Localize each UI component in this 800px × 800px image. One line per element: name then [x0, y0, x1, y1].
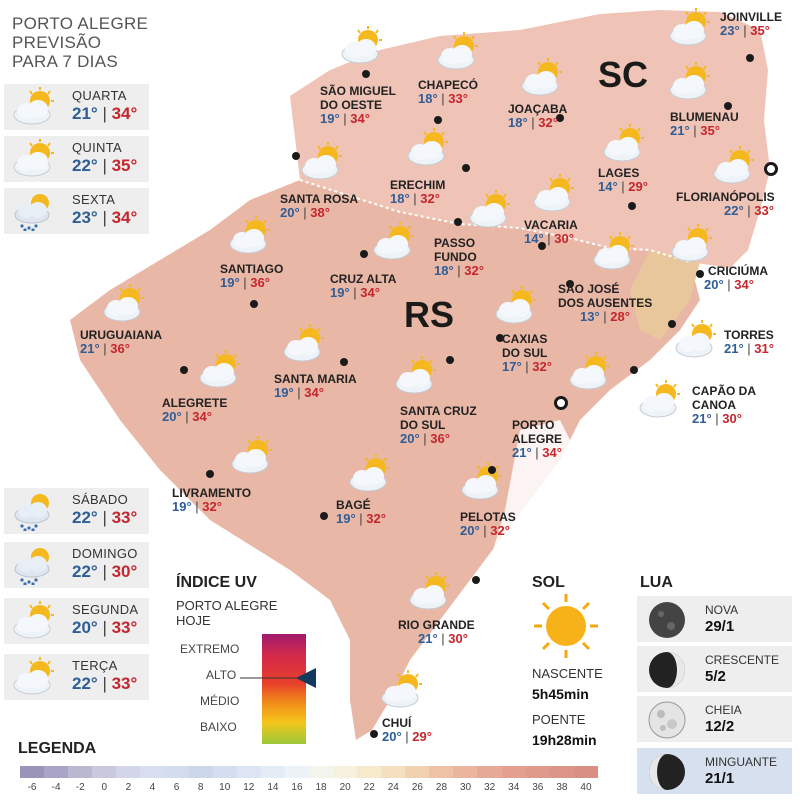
legend-tick: 36 [532, 782, 544, 793]
city-dot [488, 466, 496, 474]
legend-tick: 6 [173, 782, 180, 793]
sunrise-label: NASCENTE [532, 666, 603, 681]
new-moon-icon [647, 600, 687, 640]
city-passo-fundo: PASSO FUNDO 18° | 32° [434, 236, 484, 278]
temp-min: 23° [72, 208, 98, 227]
partly-cloudy-icon [404, 128, 450, 168]
partly-cloudy-icon [668, 224, 714, 264]
city-chui: CHUÍ 20° | 29° [382, 716, 432, 744]
day-name: TERÇA [72, 658, 118, 673]
moon-phase-cheia: CHEIA 12/2 [637, 696, 792, 742]
full-moon-icon [647, 700, 687, 740]
city-cruz-alta: CRUZ ALTA 19° | 34° [330, 272, 397, 300]
forecast-day-2: QUINTA 22° | 35° [4, 136, 149, 182]
city-capital-marker [554, 396, 568, 410]
legend-tick: 30 [459, 782, 472, 793]
city-porto-alegre: PORTO ALEGRE 21° | 34° [512, 418, 563, 460]
legend-tick: 0 [101, 782, 108, 793]
sun-icon [532, 592, 600, 660]
city-dot [370, 730, 378, 738]
uv-level-baixo: BAIXO [200, 720, 237, 734]
legend-swatch [285, 766, 309, 778]
forecast-day-6: SEGUNDA 20° | 33° [4, 598, 149, 644]
city-criciuma: CRICIÚMA 20° | 34° [704, 264, 768, 292]
legend-ticks [20, 782, 598, 794]
legend-color-scale [20, 766, 598, 778]
partly-cloudy-icon [10, 87, 56, 127]
city-santa-maria: SANTA MARIA 19° | 34° [274, 372, 357, 400]
day-name: QUARTA [72, 88, 127, 103]
day-name: SÁBADO [72, 492, 128, 507]
legend-swatch [357, 766, 381, 778]
legend-tick: 26 [411, 782, 423, 793]
city-santiago: SANTIAGO 19° | 36° [220, 262, 284, 290]
forecast-day-1: QUARTA 21° | 34° [4, 84, 149, 130]
city-capao-da-canoa: CAPÃO DA CANOA 21° | 30° [692, 384, 757, 426]
city-pelotas: PELOTAS 20° | 32° [460, 510, 516, 538]
state-label-rs: RS [404, 294, 455, 335]
legend-tick: 2 [125, 782, 132, 793]
partly-cloudy-icon [434, 32, 480, 72]
legend-tick: -2 [75, 782, 85, 793]
legend-swatch [502, 766, 526, 778]
temp-max: 34° [111, 208, 138, 227]
city-dot [630, 366, 638, 374]
partly-cloudy-icon [566, 352, 612, 392]
legend-swatch [44, 766, 68, 778]
legend-swatch [381, 766, 405, 778]
legend-swatch [213, 766, 237, 778]
partly-cloudy-icon [10, 601, 56, 641]
uv-level-extremo: EXTREMO [180, 642, 240, 656]
partly-cloudy-icon [590, 232, 636, 272]
city-livramento: LIVRAMENTO 19° | 32° [172, 486, 252, 514]
partly-cloudy-icon [666, 8, 712, 48]
partly-cloudy-icon [298, 142, 344, 182]
partly-cloudy-icon [406, 572, 452, 612]
temp-max: 30° [111, 562, 138, 581]
city-dot [320, 512, 328, 520]
legend-tick: 34 [508, 782, 520, 793]
legend-tick: 32 [484, 782, 496, 793]
partly-cloudy-icon [228, 436, 274, 476]
city-blumenau: BLUMENAU 21° | 35° [670, 110, 739, 138]
city-bage: BAGÉ 19° | 32° [336, 498, 386, 526]
partly-cloudy-icon [530, 174, 576, 214]
temp-min: 22° [72, 508, 98, 527]
forecast-day-5: DOMINGO 22° | 30° [4, 542, 149, 588]
forecast-day-4: SÁBADO 22° | 33° [4, 488, 149, 534]
temp-max: 34° [111, 104, 138, 123]
legend-swatch [550, 766, 574, 778]
partly-cloudy-icon [672, 320, 718, 360]
legend-swatch [189, 766, 213, 778]
legend-swatch [309, 766, 333, 778]
city-dot [206, 470, 214, 478]
temp-min: 22° [72, 156, 98, 175]
moon-phase-minguante: MINGUANTE 21/1 [637, 748, 792, 794]
city-dot [180, 366, 188, 374]
lua-title: LUA [640, 574, 673, 591]
state-label-sc: SC [598, 54, 649, 95]
legend-tick: 22 [363, 782, 375, 793]
temp-min: 22° [72, 674, 98, 693]
legend-swatch [140, 766, 164, 778]
city-capital-marker [764, 162, 778, 176]
city-dot [462, 164, 470, 172]
partly-cloudy-icon [10, 139, 56, 179]
legend-swatch [477, 766, 501, 778]
partly-cloudy-icon [492, 286, 538, 326]
legend-title: LEGENDA [18, 740, 97, 757]
day-name: SEGUNDA [72, 602, 139, 617]
forecast-day-7: TERÇA 22° | 33° [4, 654, 149, 700]
legend-swatch [261, 766, 285, 778]
city-santa-cruz-do-sul: SANTA CRUZ DO SUL 20° | 36° [400, 404, 477, 446]
partly-cloudy-icon [338, 26, 384, 66]
uv-title: ÍNDICE UV [176, 574, 257, 591]
city-uruguaiana: URUGUAIANA 21° | 36° [80, 328, 162, 356]
partly-cloudy-icon [392, 356, 438, 396]
city-florianopolis: FLORIANÓPOLIS 22° | 33° [676, 190, 775, 218]
page-title: PORTO ALEGRE PREVISÃO PARA 7 DIAS [12, 14, 149, 71]
legend-swatch [453, 766, 477, 778]
legend-tick: 4 [149, 782, 156, 793]
city-vacaria: VACARIA 14° | 30° [524, 218, 578, 246]
city-dot [696, 270, 704, 278]
city-lages: LAGES 14° | 29° [598, 166, 648, 194]
uv-level-alto: ALTO [206, 668, 237, 682]
city-dot [472, 576, 480, 584]
city-torres: TORRES 21° | 31° [724, 328, 774, 356]
legend-swatch [429, 766, 453, 778]
uv-subtitle: PORTO ALEGRE HOJE [176, 598, 278, 628]
partly-cloudy-icon [458, 462, 504, 502]
legend-tick: -4 [51, 782, 61, 793]
legend-tick: -6 [27, 782, 37, 793]
day-name: QUINTA [72, 140, 122, 155]
legend-swatch [92, 766, 116, 778]
temp-max: 33° [111, 674, 138, 693]
forecast-day-3: SEXTA 23° | 34° [4, 188, 149, 234]
temp-max: 35° [111, 156, 138, 175]
sunset-time: 19h28min [532, 732, 597, 748]
legend-swatch [20, 766, 44, 778]
legend-tick: 18 [315, 782, 327, 793]
moon-phase-crescente: CRESCENTE 5/2 [637, 646, 792, 692]
partly-cloudy-icon [370, 222, 416, 262]
temp-max: 33° [111, 618, 138, 637]
partly-cloudy-icon [666, 62, 712, 102]
rain-sun-icon [10, 191, 56, 231]
legend-swatch [68, 766, 92, 778]
city-dot [340, 358, 348, 366]
sol-title: SOL [532, 574, 565, 591]
partly-cloudy-icon [466, 190, 512, 230]
city-dot [250, 300, 258, 308]
city-dot [292, 152, 300, 160]
legend-tick: 8 [197, 782, 204, 793]
city-dot [434, 116, 442, 124]
legend-swatch [405, 766, 429, 778]
city-joinville: JOINVILLE 23° | 35° [720, 10, 783, 38]
legend-tick: 28 [435, 782, 448, 793]
waning-moon-icon [647, 752, 687, 792]
rain-sun-icon [10, 491, 56, 531]
city-dot [724, 102, 732, 110]
partly-cloudy-icon [346, 454, 392, 494]
city-sao-miguel-do-oeste: SÃO MIGUEL DO OESTE 19° | 34° [320, 84, 397, 126]
city-dot [362, 70, 370, 78]
legend-tick: 10 [219, 782, 231, 793]
city-chapeco: CHAPECÓ 18° | 33° [418, 78, 479, 106]
sunrise-time: 5h45min [532, 686, 589, 702]
city-dot [628, 202, 636, 210]
city-dot [360, 250, 368, 258]
temp-min: 20° [72, 618, 98, 637]
city-dot [668, 320, 676, 328]
temp-min: 22° [72, 562, 98, 581]
legend-swatch [116, 766, 140, 778]
waxing-moon-icon [647, 650, 687, 690]
legend-tick: 12 [243, 782, 255, 793]
partly-cloudy-icon [226, 216, 272, 256]
legend-swatch [574, 766, 598, 778]
partly-cloudy-icon [710, 146, 756, 186]
partly-cloudy-icon [518, 58, 564, 98]
city-caxias-do-sul: CAXIAS DO SUL 17° | 32° [502, 332, 552, 374]
city-dot [446, 356, 454, 364]
city-santa-rosa: SANTA ROSA 20° | 38° [280, 192, 358, 220]
city-dot [454, 218, 462, 226]
city-rio-grande: RIO GRANDE 21° | 30° [398, 618, 475, 646]
sunset-label: POENTE [532, 712, 586, 727]
legend-tick: 20 [339, 782, 351, 793]
partly-cloudy-icon [196, 350, 242, 390]
legend-swatch [333, 766, 357, 778]
legend-swatch [164, 766, 188, 778]
city-erechim: ERECHIM 18° | 32° [390, 178, 446, 206]
legend-tick: 24 [387, 782, 399, 793]
moon-phase-nova: NOVA 29/1 [637, 596, 792, 642]
temp-max: 33° [111, 508, 138, 527]
partly-cloudy-icon [100, 284, 146, 324]
legend-swatch [526, 766, 550, 778]
legend-swatch [237, 766, 261, 778]
partly-cloudy-icon [280, 324, 326, 364]
city-joacaba: JOAÇABA 18° | 32° [508, 102, 568, 130]
partly-cloudy-icon [600, 124, 646, 164]
legend-tick: 40 [580, 782, 592, 793]
city-alegrete: ALEGRETE 20° | 34° [162, 396, 228, 424]
rain-sun-icon [10, 545, 56, 585]
legend-tick: 38 [556, 782, 568, 793]
partly-cloudy-icon [378, 670, 424, 710]
city-dot [746, 54, 754, 62]
day-name: DOMINGO [72, 546, 138, 561]
partly-cloudy-icon [636, 380, 682, 420]
legend-tick: 16 [291, 782, 303, 793]
city-sao-jose-dos-ausentes: SÃO JOSÉ DOS AUSENTES 13° | 28° [558, 282, 653, 324]
uv-pointer-icon [240, 666, 320, 690]
uv-level-medio: MÉDIO [200, 694, 240, 708]
day-name: SEXTA [72, 192, 116, 207]
partly-cloudy-icon [10, 657, 56, 697]
legend-tick: 14 [267, 782, 279, 793]
temp-min: 21° [72, 104, 98, 123]
